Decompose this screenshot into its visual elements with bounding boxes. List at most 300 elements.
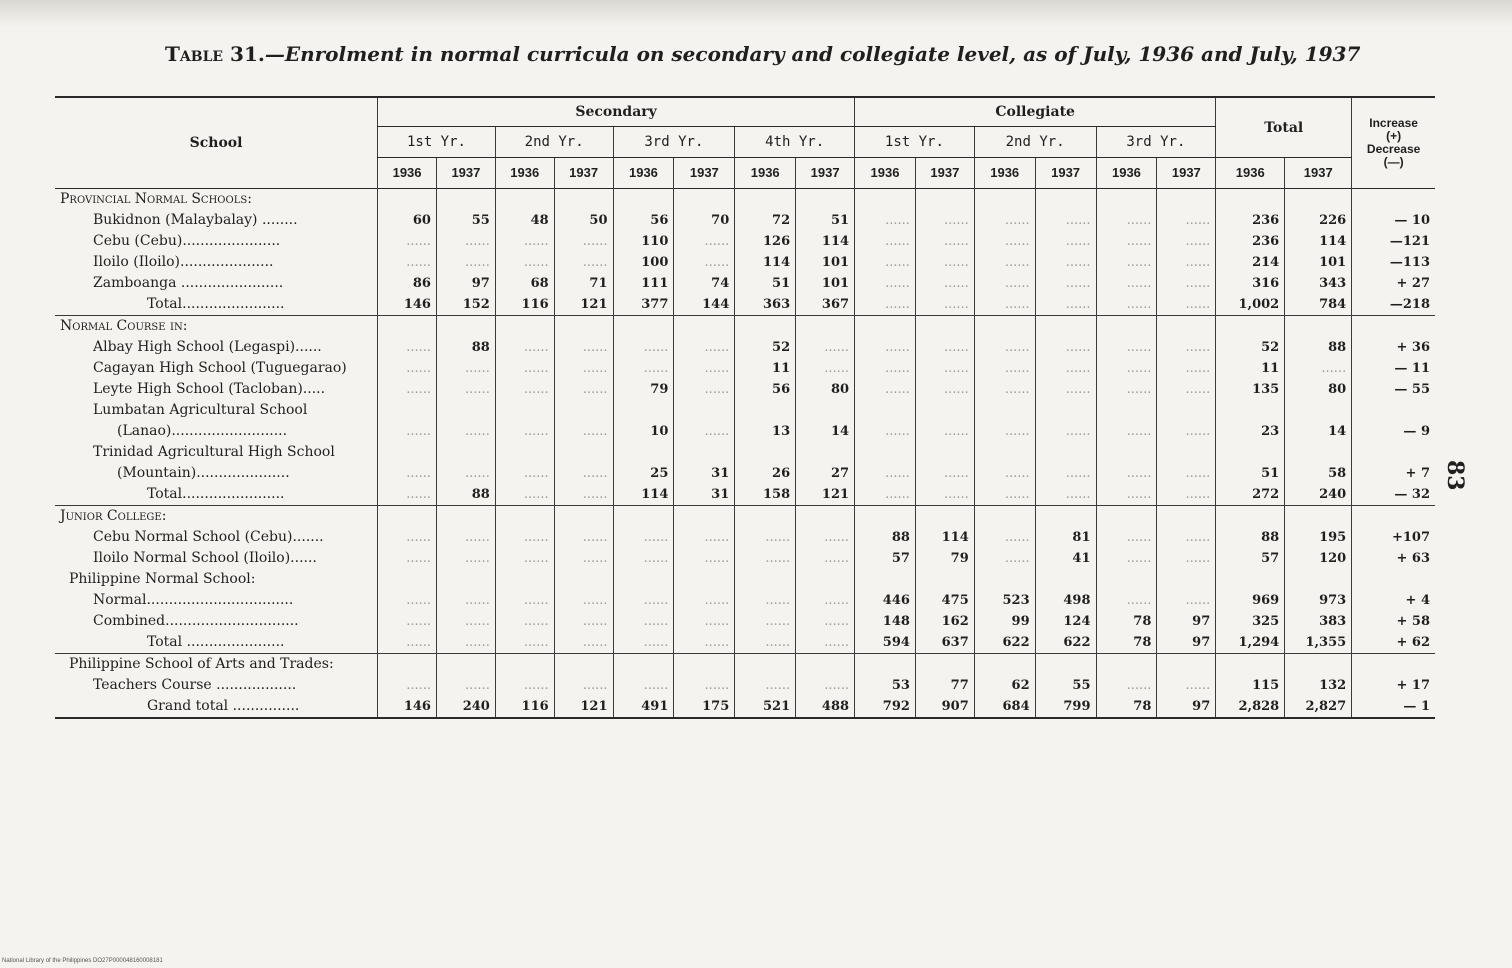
value-cell: 121 [554, 294, 613, 316]
empty-cell: ...... [1096, 421, 1157, 442]
value-cell: 71 [554, 273, 613, 294]
empty-cell: ...... [378, 379, 437, 400]
blank-cell [554, 506, 613, 528]
blank-cell [674, 400, 735, 421]
blank-cell [1285, 654, 1352, 676]
increase-cell: — 55 [1352, 379, 1435, 400]
empty-cell: ...... [674, 527, 735, 548]
blank-cell [436, 654, 495, 676]
blank-cell [796, 400, 855, 421]
year-header-1936: 1936 [974, 158, 1035, 189]
value-cell: 1,355 [1285, 632, 1352, 654]
table-body [55, 189, 1435, 719]
empty-cell: ...... [1157, 337, 1216, 358]
blank-cell [1157, 569, 1216, 590]
value-cell: 114 [735, 252, 796, 273]
blank-cell [436, 442, 495, 463]
blank-cell [554, 189, 613, 211]
blank-cell [1157, 189, 1216, 211]
empty-cell: ...... [554, 484, 613, 506]
value-cell: 62 [974, 675, 1035, 696]
value-cell: 594 [855, 632, 916, 654]
empty-cell: ...... [436, 527, 495, 548]
empty-cell: ...... [974, 358, 1035, 379]
table-row [55, 273, 1435, 294]
empty-cell: ...... [974, 294, 1035, 316]
increase-cell [1352, 442, 1435, 463]
empty-cell: ...... [1157, 210, 1216, 231]
value-cell: 14 [1285, 421, 1352, 442]
empty-cell: ...... [495, 252, 554, 273]
blank-cell [735, 316, 796, 338]
blank-cell [436, 400, 495, 421]
empty-cell: ...... [735, 548, 796, 569]
year-header-1937: 1937 [554, 158, 613, 189]
empty-cell: ...... [855, 484, 916, 506]
increase-cell: — 32 [1352, 484, 1435, 506]
value-cell: 146 [378, 294, 437, 316]
empty-cell: ...... [495, 463, 554, 484]
empty-cell: ...... [554, 231, 613, 252]
value-cell: 236 [1216, 210, 1285, 231]
empty-cell: ...... [495, 632, 554, 654]
blank-cell [735, 442, 796, 463]
value-cell: 50 [554, 210, 613, 231]
blank-cell [915, 569, 974, 590]
empty-cell: ...... [974, 527, 1035, 548]
value-cell: 121 [554, 696, 613, 718]
value-cell: 114 [613, 484, 674, 506]
blank-cell [613, 442, 674, 463]
empty-cell: ...... [855, 273, 916, 294]
blank-cell [613, 316, 674, 338]
table-row [55, 569, 1435, 590]
table-row [55, 379, 1435, 400]
empty-cell: ...... [378, 527, 437, 548]
grand-total-row [55, 696, 1435, 718]
blank-cell [1096, 569, 1157, 590]
empty-cell: ...... [1035, 379, 1096, 400]
value-cell: 88 [855, 527, 916, 548]
empty-cell: ...... [436, 379, 495, 400]
value-cell: 907 [915, 696, 974, 718]
value-cell: 272 [1216, 484, 1285, 506]
empty-cell: ...... [974, 484, 1035, 506]
collegiate-header: Collegiate [855, 97, 1216, 127]
blank-cell [554, 654, 613, 676]
empty-cell: ...... [378, 252, 437, 273]
value-cell: 114 [915, 527, 974, 548]
increase-cell: + 27 [1352, 273, 1435, 294]
empty-cell: ...... [796, 548, 855, 569]
blank-cell [1096, 400, 1157, 421]
value-cell: 343 [1285, 273, 1352, 294]
blank-cell [1096, 654, 1157, 676]
empty-cell: ...... [915, 210, 974, 231]
blank-cell [974, 654, 1035, 676]
empty-cell: ...... [495, 337, 554, 358]
value-cell: 383 [1285, 611, 1352, 632]
empty-cell: ...... [1157, 675, 1216, 696]
increase-cell [1352, 506, 1435, 528]
value-cell: 214 [1216, 252, 1285, 273]
blank-cell [1216, 442, 1285, 463]
blank-cell [495, 400, 554, 421]
blank-cell [735, 506, 796, 528]
blank-cell [796, 654, 855, 676]
blank-cell [974, 189, 1035, 211]
empty-cell: ...... [855, 379, 916, 400]
value-cell: 51 [796, 210, 855, 231]
value-cell: 316 [1216, 273, 1285, 294]
blank-cell [613, 569, 674, 590]
empty-cell: ...... [974, 548, 1035, 569]
value-cell: 48 [495, 210, 554, 231]
school-cell: Combined.............................. [93, 613, 299, 629]
value-cell: 80 [796, 379, 855, 400]
empty-cell: ...... [436, 632, 495, 654]
increase-cell: + 36 [1352, 337, 1435, 358]
blank-cell [974, 569, 1035, 590]
empty-cell: ...... [1157, 379, 1216, 400]
blank-cell [495, 506, 554, 528]
empty-cell: ...... [1035, 421, 1096, 442]
blank-cell [1157, 506, 1216, 528]
value-cell: 148 [855, 611, 916, 632]
value-cell: 26 [735, 463, 796, 484]
school-header: School [189, 135, 243, 151]
table-row [55, 590, 1435, 611]
empty-cell: ...... [378, 590, 437, 611]
value-cell: 78 [1096, 696, 1157, 718]
table-title [165, 42, 1365, 66]
empty-cell: ...... [855, 294, 916, 316]
blank-cell [613, 506, 674, 528]
empty-cell: ...... [1096, 210, 1157, 231]
empty-cell: ...... [554, 337, 613, 358]
empty-cell: ...... [436, 590, 495, 611]
empty-cell: ...... [378, 632, 437, 654]
empty-cell: ...... [674, 548, 735, 569]
empty-cell: ...... [1096, 548, 1157, 569]
school-cell: Provincial Normal Schools: [60, 191, 252, 207]
school-cell: Bukidnon (Malaybalay) ........ [93, 212, 298, 228]
school-cell: Iloilo Normal School (Iloilo)...... [93, 550, 317, 566]
blank-cell [1285, 400, 1352, 421]
empty-cell: ...... [915, 337, 974, 358]
value-cell: 88 [436, 337, 495, 358]
empty-cell: ...... [915, 273, 974, 294]
empty-cell: ...... [1096, 231, 1157, 252]
value-cell: 116 [495, 294, 554, 316]
col-3rd-yr-header: 3rd Yr. [1096, 127, 1216, 158]
blank-cell [1096, 316, 1157, 338]
blank-cell [735, 654, 796, 676]
plus-label: (+) [1386, 129, 1402, 143]
empty-cell: ...... [974, 273, 1035, 294]
empty-cell: ...... [796, 611, 855, 632]
blank-cell [855, 506, 916, 528]
year-header-1937: 1937 [436, 158, 495, 189]
school-cell: Grand total ............... [55, 696, 378, 718]
value-cell: 799 [1035, 696, 1096, 718]
value-cell: 58 [1285, 463, 1352, 484]
school-cell: (Lanao).......................... [117, 423, 288, 439]
blank-cell [855, 654, 916, 676]
empty-cell: ...... [674, 632, 735, 654]
value-cell: 27 [796, 463, 855, 484]
value-cell: 121 [796, 484, 855, 506]
empty-cell: ...... [1157, 548, 1216, 569]
year-header-1937: 1937 [1035, 158, 1096, 189]
value-cell: 498 [1035, 590, 1096, 611]
blank-cell [674, 654, 735, 676]
blank-cell [1035, 189, 1096, 211]
value-cell: 97 [436, 273, 495, 294]
empty-cell: ...... [495, 421, 554, 442]
blank-cell [796, 569, 855, 590]
increase-cell: —121 [1352, 231, 1435, 252]
school-cell: Iloilo (Iloilo)..................... [93, 254, 274, 270]
blank-cell [495, 316, 554, 338]
empty-cell: ...... [378, 463, 437, 484]
value-cell: 79 [915, 548, 974, 569]
value-cell: 969 [1216, 590, 1285, 611]
total-row [55, 294, 1435, 316]
value-cell: 446 [855, 590, 916, 611]
value-cell: 68 [495, 273, 554, 294]
sec-2nd-yr-header: 2nd Yr. [495, 127, 613, 158]
secondary-header: Secondary [378, 97, 855, 127]
value-cell: 135 [1216, 379, 1285, 400]
blank-cell [1035, 400, 1096, 421]
empty-cell: ...... [674, 590, 735, 611]
blank-cell [613, 654, 674, 676]
value-cell: 14 [796, 421, 855, 442]
empty-cell: ...... [855, 463, 916, 484]
increase-cell: — 10 [1352, 210, 1435, 231]
school-cell: Zamboanga ....................... [93, 275, 284, 291]
blank-cell [674, 506, 735, 528]
blank-cell [915, 400, 974, 421]
page-number: 83 [1442, 460, 1468, 491]
school-cell: Albay High School (Legaspi)...... [93, 339, 322, 355]
blank-cell [1096, 506, 1157, 528]
empty-cell: ...... [436, 421, 495, 442]
empty-cell: ...... [974, 421, 1035, 442]
empty-cell: ...... [613, 611, 674, 632]
increase-cell [1352, 654, 1435, 676]
section-row [55, 506, 1435, 528]
value-cell: 101 [1285, 252, 1352, 273]
value-cell: 162 [915, 611, 974, 632]
blank-cell [1035, 316, 1096, 338]
table-row [55, 463, 1435, 484]
total-header: Total [1216, 97, 1352, 158]
empty-cell: ...... [735, 675, 796, 696]
school-cell: Cebu (Cebu)...................... [93, 233, 281, 249]
table-row [55, 421, 1435, 442]
school-cell: Philippine School of Arts and Trades: [55, 654, 378, 676]
value-cell: 101 [796, 252, 855, 273]
value-cell: 78 [1096, 632, 1157, 654]
empty-cell: ...... [1035, 484, 1096, 506]
value-cell: 684 [974, 696, 1035, 718]
empty-cell: ...... [796, 527, 855, 548]
blank-cell [554, 316, 613, 338]
table-row [55, 548, 1435, 569]
increase-cell: + 63 [1352, 548, 1435, 569]
sec-4th-yr-header: 4th Yr. [735, 127, 855, 158]
value-cell: 52 [1216, 337, 1285, 358]
value-cell: 99 [974, 611, 1035, 632]
blank-cell [915, 506, 974, 528]
empty-cell: ...... [1035, 337, 1096, 358]
blank-cell [796, 189, 855, 211]
empty-cell: ...... [1157, 590, 1216, 611]
school-cell: Junior College: [55, 506, 378, 528]
sec-1st-yr-header: 1st Yr. [378, 127, 496, 158]
empty-cell: ...... [436, 675, 495, 696]
school-cell: Total....................... [55, 484, 378, 506]
increase-cell: + 17 [1352, 675, 1435, 696]
blank-cell [855, 569, 916, 590]
blank-cell [554, 400, 613, 421]
value-cell: 88 [1285, 337, 1352, 358]
value-cell: 195 [1285, 527, 1352, 548]
empty-cell: ...... [974, 210, 1035, 231]
empty-cell: ...... [1157, 252, 1216, 273]
value-cell: 77 [915, 675, 974, 696]
empty-cell: ...... [915, 484, 974, 506]
increase-cell: —113 [1352, 252, 1435, 273]
value-cell: 116 [495, 696, 554, 718]
value-cell: 240 [436, 696, 495, 718]
blank-cell [378, 442, 437, 463]
value-cell: 488 [796, 696, 855, 718]
value-cell: 52 [735, 337, 796, 358]
empty-cell: ...... [674, 252, 735, 273]
value-cell: 110 [613, 231, 674, 252]
increase-decrease-header [1352, 97, 1435, 189]
empty-cell: ...... [1096, 337, 1157, 358]
increase-label: Increase [1369, 116, 1418, 130]
value-cell: 363 [735, 294, 796, 316]
empty-cell: ...... [554, 379, 613, 400]
blank-cell [855, 442, 916, 463]
empty-cell: ...... [735, 527, 796, 548]
blank-cell [495, 569, 554, 590]
value-cell: 31 [674, 463, 735, 484]
empty-cell: ...... [796, 632, 855, 654]
blank-cell [915, 654, 974, 676]
section-row [55, 316, 1435, 338]
table-row [55, 231, 1435, 252]
blank-cell [1035, 569, 1096, 590]
empty-cell: ...... [1157, 463, 1216, 484]
scan-shadow [0, 0, 1512, 28]
value-cell: 56 [613, 210, 674, 231]
empty-cell: ...... [1096, 590, 1157, 611]
empty-cell: ...... [915, 358, 974, 379]
year-header-1936: 1936 [735, 158, 796, 189]
section-row [55, 189, 1435, 211]
empty-cell: ...... [796, 675, 855, 696]
increase-cell [1352, 316, 1435, 338]
value-cell: 11 [735, 358, 796, 379]
increase-cell: — 9 [1352, 421, 1435, 442]
blank-cell [378, 654, 437, 676]
blank-cell [1216, 506, 1285, 528]
footer-credit: National Library of the Philippines DO27P000048160008181 [2, 958, 163, 964]
empty-cell: ...... [674, 358, 735, 379]
blank-cell [554, 569, 613, 590]
school-cell: Cebu Normal School (Cebu)....... [93, 529, 324, 545]
blank-cell [495, 442, 554, 463]
year-header-1937: 1937 [1285, 158, 1352, 189]
empty-cell: ...... [436, 252, 495, 273]
year-header-1936: 1936 [1216, 158, 1285, 189]
empty-cell: ...... [796, 358, 855, 379]
table-row [55, 442, 1435, 463]
empty-cell: ...... [796, 590, 855, 611]
school-cell: Normal Course in: [55, 316, 378, 338]
value-cell: 144 [674, 294, 735, 316]
blank-cell [674, 442, 735, 463]
empty-cell: ...... [855, 421, 916, 442]
empty-cell: ...... [974, 379, 1035, 400]
empty-cell: ...... [1096, 527, 1157, 548]
minus-label: (—) [1383, 155, 1404, 169]
value-cell: 132 [1285, 675, 1352, 696]
value-cell: 622 [1035, 632, 1096, 654]
blank-cell [796, 316, 855, 338]
value-cell: 86 [378, 273, 437, 294]
value-cell: 23 [1216, 421, 1285, 442]
blank-cell [1285, 189, 1352, 211]
empty-cell: ...... [554, 548, 613, 569]
table-row [55, 337, 1435, 358]
blank-cell [1216, 316, 1285, 338]
empty-cell: ...... [735, 632, 796, 654]
value-cell: 637 [915, 632, 974, 654]
empty-cell: ...... [613, 590, 674, 611]
blank-cell [974, 316, 1035, 338]
blank-cell [1035, 506, 1096, 528]
school-cell: Lumbatan Agricultural School [93, 402, 308, 418]
blank-cell [674, 316, 735, 338]
year-header-1936: 1936 [1096, 158, 1157, 189]
empty-cell: ...... [1035, 231, 1096, 252]
blank-cell [1285, 442, 1352, 463]
blank-cell [378, 400, 437, 421]
value-cell: 60 [378, 210, 437, 231]
empty-cell: ...... [378, 484, 437, 506]
value-cell: 491 [613, 696, 674, 718]
empty-cell: ...... [1096, 273, 1157, 294]
increase-cell [1352, 569, 1435, 590]
empty-cell: ...... [378, 548, 437, 569]
blank-cell [796, 442, 855, 463]
value-cell: 784 [1285, 294, 1352, 316]
empty-cell: ...... [1035, 273, 1096, 294]
school-cell: Philippine Normal School: [69, 571, 256, 587]
increase-cell: —218 [1352, 294, 1435, 316]
empty-cell: ...... [674, 611, 735, 632]
empty-cell: ...... [674, 379, 735, 400]
blank-cell [1157, 316, 1216, 338]
empty-cell: ...... [915, 294, 974, 316]
